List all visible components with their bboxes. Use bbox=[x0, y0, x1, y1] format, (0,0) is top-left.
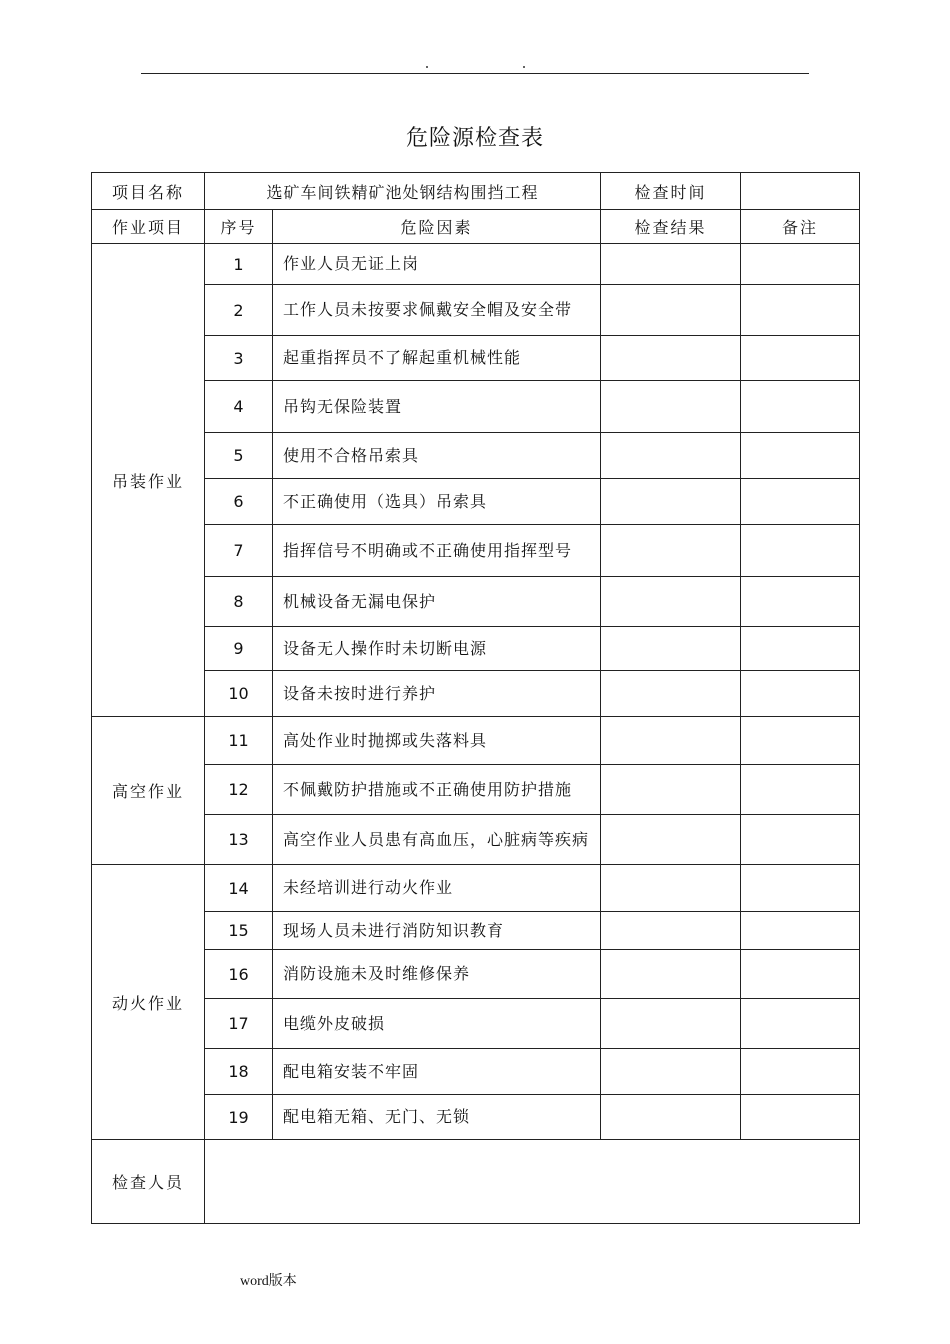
hazard-text: 高处作业时抛掷或失落料具 bbox=[273, 717, 601, 765]
hazard-text: 使用不合格吊索具 bbox=[273, 433, 601, 479]
table-row bbox=[92, 912, 860, 950]
work-item-group: 高空作业 bbox=[92, 717, 205, 865]
remark-cell[interactable] bbox=[741, 336, 860, 381]
hazard-text: 设备未按时进行养护 bbox=[273, 671, 601, 717]
hazard-text: 配电箱无箱、无门、无锁 bbox=[273, 1095, 601, 1140]
remark-cell[interactable] bbox=[741, 912, 860, 950]
check-result-cell[interactable] bbox=[601, 336, 741, 381]
table-row bbox=[92, 479, 860, 525]
hazard-text: 起重指挥员不了解起重机械性能 bbox=[273, 336, 601, 381]
table-row bbox=[92, 950, 860, 999]
remark-cell[interactable] bbox=[741, 865, 860, 912]
check-time-label: 检查时间 bbox=[601, 173, 741, 210]
remark-cell[interactable] bbox=[741, 525, 860, 577]
hazard-text: 工作人员未按要求佩戴安全帽及安全带 bbox=[273, 285, 601, 336]
remark-cell[interactable] bbox=[741, 627, 860, 671]
remark-cell[interactable] bbox=[741, 999, 860, 1049]
table-row bbox=[92, 336, 860, 381]
inspector-row bbox=[92, 1140, 860, 1224]
seq-number: 1 bbox=[205, 244, 273, 285]
seq-number: 14 bbox=[205, 865, 273, 912]
check-result-cell[interactable] bbox=[601, 244, 741, 285]
seq-number: 2 bbox=[205, 285, 273, 336]
hazard-text: 未经培训进行动火作业 bbox=[273, 865, 601, 912]
hazard-text: 现场人员未进行消防知识教育 bbox=[273, 912, 601, 950]
work-item-group: 动火作业 bbox=[92, 865, 205, 1140]
project-name: 选矿车间铁精矿池处钢结构围挡工程 bbox=[205, 173, 601, 210]
table-row bbox=[92, 1095, 860, 1140]
seq-number: 16 bbox=[205, 950, 273, 999]
remark-cell[interactable] bbox=[741, 950, 860, 999]
footer-text: word版本 bbox=[240, 1274, 297, 1289]
seq-number: 13 bbox=[205, 815, 273, 865]
inspector-label: 检查人员 bbox=[92, 1140, 205, 1224]
check-time-value[interactable] bbox=[741, 173, 860, 210]
column-header-row bbox=[92, 210, 860, 244]
remark-cell[interactable] bbox=[741, 433, 860, 479]
seq-number: 7 bbox=[205, 525, 273, 577]
hazard-text: 吊钩无保险装置 bbox=[273, 381, 601, 433]
remark-cell[interactable] bbox=[741, 1095, 860, 1140]
table-row bbox=[92, 627, 860, 671]
project-label: 项目名称 bbox=[92, 173, 205, 210]
seq-number: 3 bbox=[205, 336, 273, 381]
seq-number: 17 bbox=[205, 999, 273, 1049]
table-row bbox=[92, 999, 860, 1049]
table-row bbox=[92, 717, 860, 765]
work-item-group: 吊装作业 bbox=[92, 244, 205, 717]
hazard-inspection-table bbox=[91, 172, 860, 1224]
col-header-remark: 备注 bbox=[741, 210, 860, 244]
check-result-cell[interactable] bbox=[601, 765, 741, 815]
hazard-text: 设备无人操作时未切断电源 bbox=[273, 627, 601, 671]
check-result-cell[interactable] bbox=[601, 865, 741, 912]
remark-cell[interactable] bbox=[741, 671, 860, 717]
check-result-cell[interactable] bbox=[601, 999, 741, 1049]
check-result-cell[interactable] bbox=[601, 479, 741, 525]
col-header-result: 检查结果 bbox=[601, 210, 741, 244]
check-result-cell[interactable] bbox=[601, 433, 741, 479]
col-header-hazard: 危险因素 bbox=[273, 210, 601, 244]
check-result-cell[interactable] bbox=[601, 717, 741, 765]
table-row bbox=[92, 285, 860, 336]
hazard-text: 不正确使用（选具）吊索具 bbox=[273, 479, 601, 525]
check-result-cell[interactable] bbox=[601, 577, 741, 627]
hazard-text: 消防设施未及时维修保养 bbox=[273, 950, 601, 999]
table-row bbox=[92, 765, 860, 815]
table-row bbox=[92, 865, 860, 912]
table-row bbox=[92, 671, 860, 717]
remark-cell[interactable] bbox=[741, 765, 860, 815]
hazard-text: 指挥信号不明确或不正确使用指挥型号 bbox=[273, 525, 601, 577]
seq-number: 19 bbox=[205, 1095, 273, 1140]
remark-cell[interactable] bbox=[741, 1049, 860, 1095]
table-row bbox=[92, 381, 860, 433]
seq-number: 5 bbox=[205, 433, 273, 479]
col-header-work-item: 作业项目 bbox=[92, 210, 205, 244]
seq-number: 9 bbox=[205, 627, 273, 671]
hazard-text: 配电箱安装不牢固 bbox=[273, 1049, 601, 1095]
page-title: 危险源检查表 bbox=[405, 126, 544, 151]
header-rule bbox=[141, 73, 809, 74]
check-result-cell[interactable] bbox=[601, 285, 741, 336]
check-result-cell[interactable] bbox=[601, 912, 741, 950]
seq-number: 8 bbox=[205, 577, 273, 627]
hazard-text: 机械设备无漏电保护 bbox=[273, 577, 601, 627]
check-result-cell[interactable] bbox=[601, 1049, 741, 1095]
remark-cell[interactable] bbox=[741, 381, 860, 433]
col-header-seq: 序号 bbox=[205, 210, 273, 244]
remark-cell[interactable] bbox=[741, 815, 860, 865]
remark-cell[interactable] bbox=[741, 479, 860, 525]
check-result-cell[interactable] bbox=[601, 525, 741, 577]
remark-cell[interactable] bbox=[741, 285, 860, 336]
table-row bbox=[92, 433, 860, 479]
inspector-value[interactable] bbox=[205, 1140, 860, 1224]
remark-cell[interactable] bbox=[741, 717, 860, 765]
remark-cell[interactable] bbox=[741, 577, 860, 627]
check-result-cell[interactable] bbox=[601, 381, 741, 433]
table-row bbox=[92, 815, 860, 865]
check-result-cell[interactable] bbox=[601, 1095, 741, 1140]
remark-cell[interactable] bbox=[741, 244, 860, 285]
hazard-text: 作业人员无证上岗 bbox=[273, 244, 601, 285]
hazard-text: 不佩戴防护措施或不正确使用防护措施 bbox=[273, 765, 601, 815]
header-dot bbox=[523, 66, 525, 68]
seq-number: 4 bbox=[205, 381, 273, 433]
seq-number: 11 bbox=[205, 717, 273, 765]
table-row bbox=[92, 244, 860, 285]
table-row bbox=[92, 1049, 860, 1095]
seq-number: 10 bbox=[205, 671, 273, 717]
seq-number: 12 bbox=[205, 765, 273, 815]
hazard-text: 高空作业人员患有高血压，心脏病等疾病 bbox=[273, 815, 601, 865]
seq-number: 18 bbox=[205, 1049, 273, 1095]
hazard-text: 电缆外皮破损 bbox=[273, 999, 601, 1049]
header-dot bbox=[426, 66, 428, 68]
seq-number: 6 bbox=[205, 479, 273, 525]
check-result-cell[interactable] bbox=[601, 815, 741, 865]
check-result-cell[interactable] bbox=[601, 950, 741, 999]
check-result-cell[interactable] bbox=[601, 627, 741, 671]
table-row bbox=[92, 577, 860, 627]
project-row bbox=[92, 173, 860, 210]
table-row bbox=[92, 525, 860, 577]
seq-number: 15 bbox=[205, 912, 273, 950]
check-result-cell[interactable] bbox=[601, 671, 741, 717]
